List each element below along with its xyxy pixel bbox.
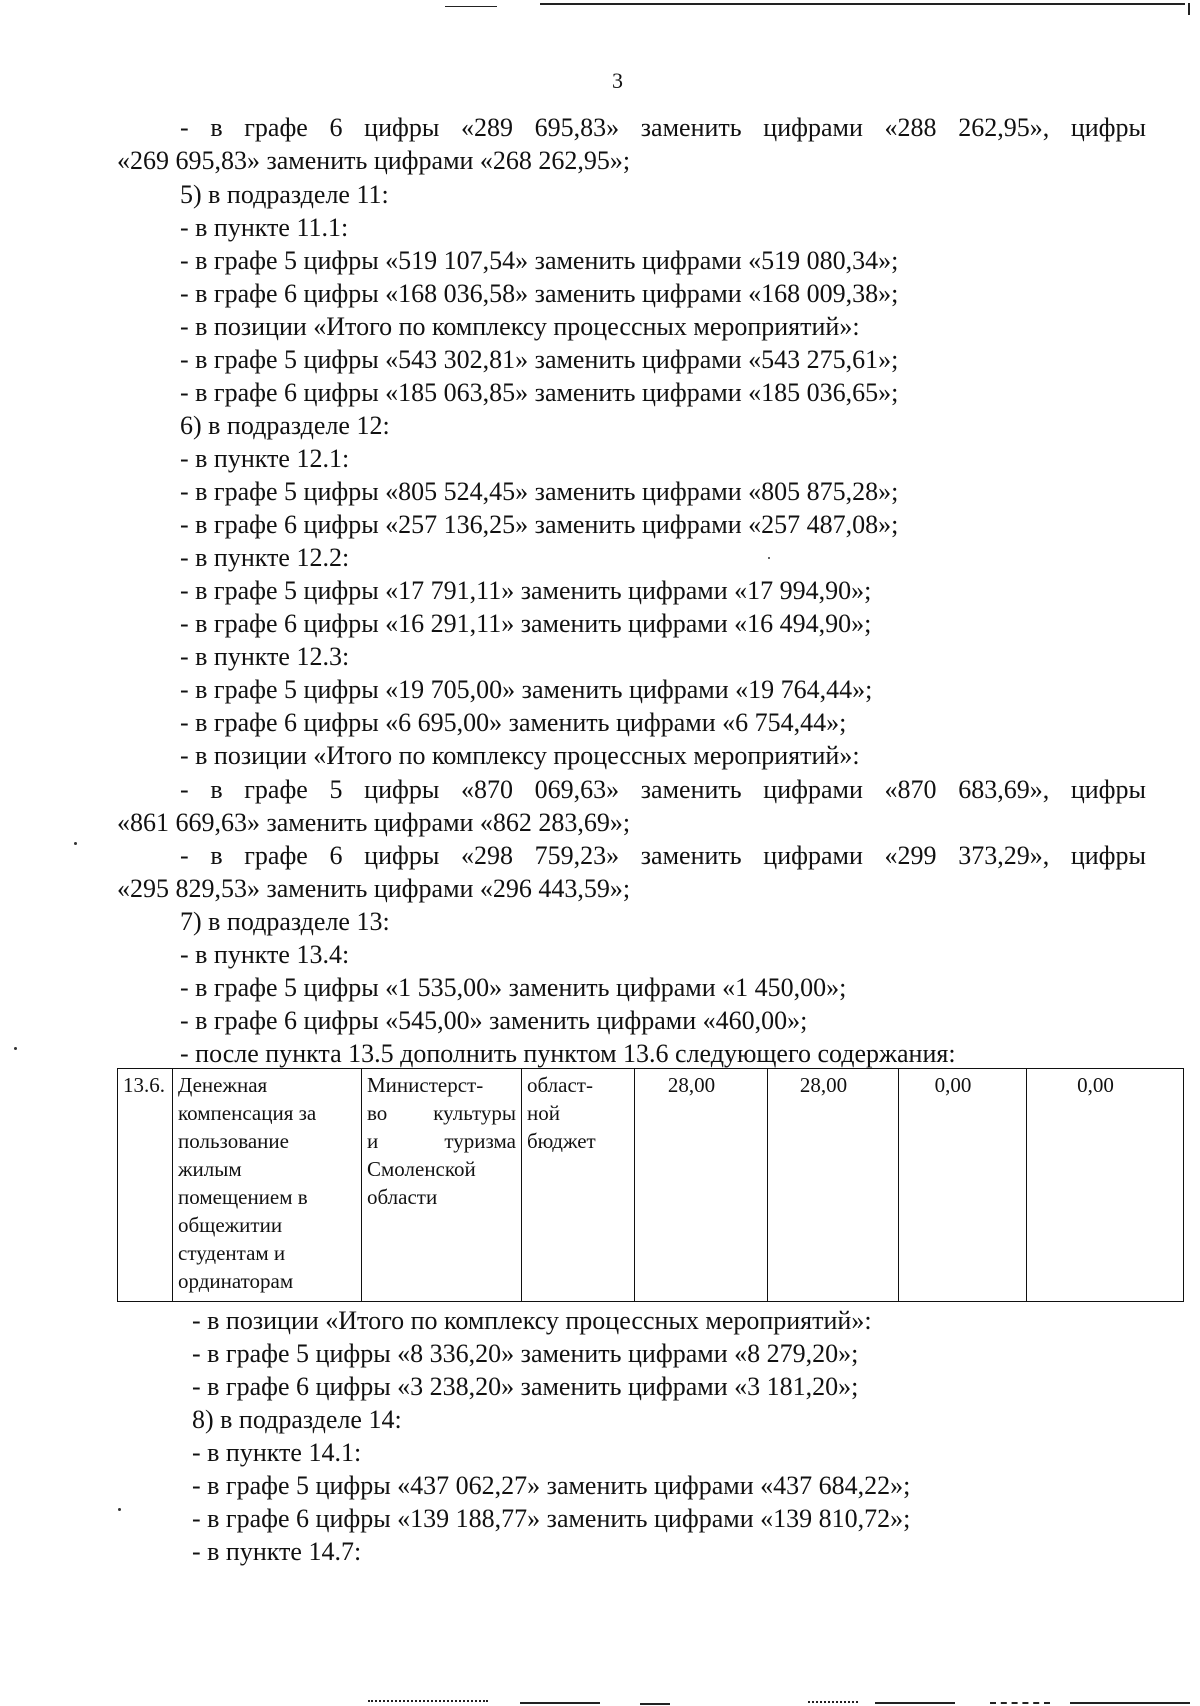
cell-line: Денежная [178, 1073, 268, 1097]
text-line: - в позиции «Итого по комплексу процессных мероприятий»: [192, 1306, 872, 1335]
text-line: - в пункте 11.1: [180, 213, 349, 242]
scan-speck [768, 557, 770, 559]
cell-col8: 0,00 [1027, 1069, 1184, 1302]
cell-line: и туризма [367, 1129, 516, 1153]
text-line: «295 829,53» заменить цифрами «296 443,59»; [117, 874, 631, 903]
scan-edge-line [445, 6, 497, 7]
scan-edge-line [1188, 3, 1190, 15]
text-line: - в графе 5 цифры «437 062,27» заменить цифрами «437 684,22»; [192, 1471, 911, 1500]
cell-col6: 28,00 [768, 1069, 899, 1302]
cell-number: 13.6. [118, 1069, 173, 1302]
text-line: - в пункте 14.1: [192, 1438, 362, 1467]
scan-speck [74, 842, 77, 845]
text-line: - в графе 5 цифры «17 791,11» заменить цифрами «17 994,90»; [180, 576, 872, 605]
cell-executor [362, 1069, 522, 1302]
cell-line: Министерст- [367, 1073, 484, 1097]
text-line: - в графе 6 цифры «16 291,11» заменить цифрами «16 494,90»; [180, 609, 872, 638]
text-line: 5) в подразделе 11: [180, 180, 389, 209]
text-line: - в графе 6 цифры «139 188,77» заменить цифрами «139 810,72»; [192, 1504, 911, 1533]
cell-line: област- [527, 1073, 593, 1097]
scan-edge-line [990, 1702, 1050, 1704]
scan-edge-line [875, 1702, 955, 1704]
text-line: - в графе 6 цифры «3 238,20» заменить цифрами «3 181,20»; [192, 1372, 859, 1401]
cell-line: Смоленской [367, 1157, 476, 1181]
cell-line: помещением в [178, 1185, 308, 1209]
cell-source [522, 1069, 635, 1302]
inserted-table [117, 1068, 1183, 1302]
text-line: - в пункте 12.1: [180, 444, 350, 473]
cell-line: общежитии [178, 1213, 283, 1237]
cell-line: жилым [178, 1157, 242, 1181]
scan-edge-line [368, 1700, 488, 1702]
text-line: - в графе 6 цифры «6 695,00» заменить цифрами «6 754,44»; [180, 708, 847, 737]
text-line: 7) в подразделе 13: [180, 907, 390, 936]
cell-line: студентам и [178, 1241, 286, 1265]
text-line: - в графе 6 цифры «289 695,83» заменить цифрами «288 262,95», цифры [180, 113, 1146, 142]
scan-edge-line [540, 3, 1185, 5]
cell-col7: 0,00 [899, 1069, 1027, 1302]
text-line: - в графе 5 цифры «543 302,81» заменить цифрами «543 275,61»; [180, 345, 899, 374]
text-line: «861 669,63» заменить цифрами «862 283,69»; [117, 808, 631, 837]
text-line: - в пункте 14.7: [192, 1537, 362, 1566]
cell-line: компенсация за [178, 1101, 317, 1125]
text-line: «269 695,83» заменить цифрами «268 262,95»; [117, 146, 631, 175]
cell-line: пользование [178, 1129, 289, 1153]
text-line: - в графе 6 цифры «298 759,23» заменить цифрами «299 373,29», цифры [180, 841, 1146, 870]
text-line: - в графе 6 цифры «257 136,25» заменить цифрами «257 487,08»; [180, 510, 899, 539]
text-line: - в графе 5 цифры «1 535,00» заменить цифрами «1 450,00»; [180, 973, 847, 1002]
scan-edge-line [520, 1702, 600, 1704]
page-number: 3 [612, 68, 623, 93]
scan-edge-line [640, 1703, 670, 1705]
text-line: - в графе 5 цифры «805 524,45» заменить цифрами «805 875,28»; [180, 477, 899, 506]
text-line: - после пункта 13.5 дополнить пунктом 13.6 следующего содержания: [180, 1039, 956, 1068]
text-line: - в графе 5 цифры «19 705,00» заменить цифрами «19 764,44»; [180, 675, 873, 704]
text-line: 8) в подразделе 14: [192, 1405, 402, 1434]
cell-line: ной [527, 1101, 560, 1125]
text-line: - в графе 5 цифры «519 107,54» заменить цифрами «519 080,34»; [180, 246, 899, 275]
scan-edge-line [1070, 1702, 1190, 1704]
cell-line: области [367, 1185, 438, 1209]
scan-speck [118, 1508, 121, 1511]
text-line: - в позиции «Итого по комплексу процессных мероприятий»: [180, 741, 860, 770]
table [117, 1068, 1184, 1302]
text-line: - в пункте 12.2: [180, 543, 350, 572]
text-line: 6) в подразделе 12: [180, 411, 390, 440]
scan-speck [14, 1047, 17, 1050]
text-line: - в графе 5 цифры «870 069,63» заменить цифрами «870 683,69», цифры [180, 775, 1146, 804]
cell-line: ординаторам [178, 1269, 294, 1293]
text-line: - в графе 5 цифры «8 336,20» заменить цифрами «8 279,20»; [192, 1339, 859, 1368]
cell-line: бюджет [527, 1129, 596, 1153]
text-line: - в пункте 12.3: [180, 642, 350, 671]
text-line: - в графе 6 цифры «545,00» заменить цифрами «460,00»; [180, 1006, 808, 1035]
text-line: - в позиции «Итого по комплексу процессных мероприятий»: [180, 312, 860, 341]
cell-name [173, 1069, 362, 1302]
cell-col5: 28,00 [635, 1069, 768, 1302]
text-line: - в графе 6 цифры «168 036,58» заменить цифрами «168 009,38»; [180, 279, 899, 308]
table-row [118, 1069, 1184, 1302]
scan-edge-line [808, 1701, 858, 1703]
cell-line: во культуры [367, 1101, 516, 1125]
text-line: - в графе 6 цифры «185 063,85» заменить цифрами «185 036,65»; [180, 378, 899, 407]
text-line: - в пункте 13.4: [180, 940, 350, 969]
